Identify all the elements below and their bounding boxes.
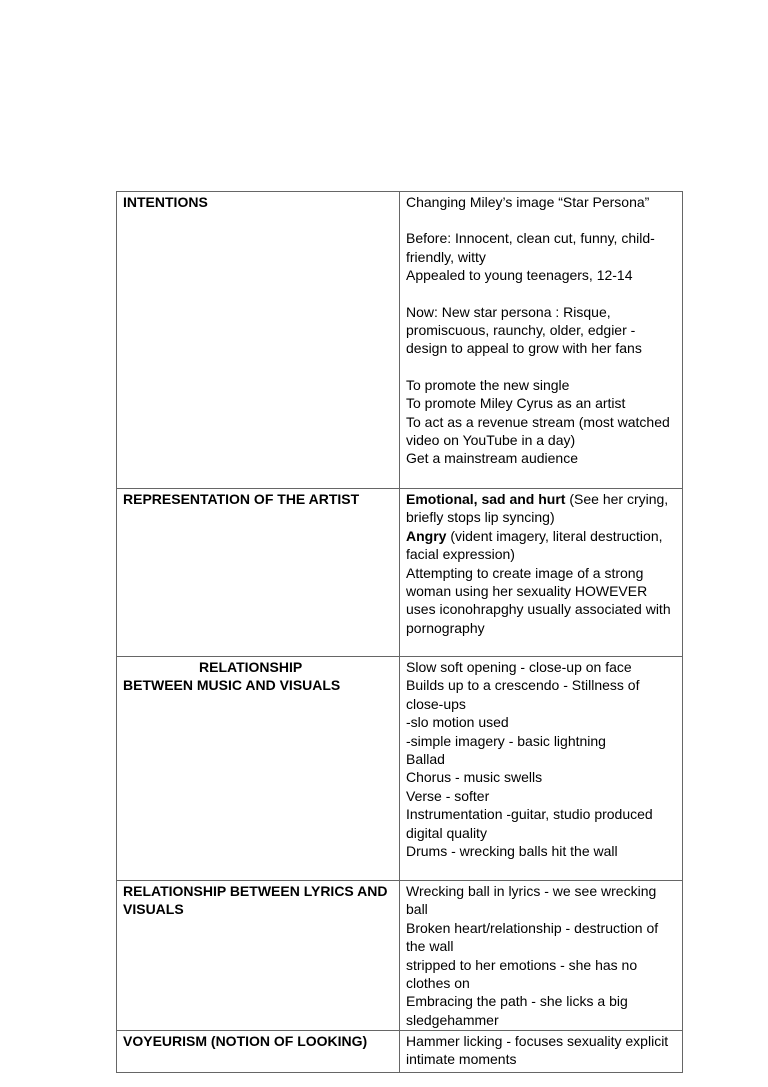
- row-content-cell: [400, 192, 683, 489]
- row-content-cell: [400, 657, 683, 881]
- plain-text: Attempting to create image of a strong woman using her sexuality HOWEVER uses iconohrapghy usually associated with pornography: [406, 564, 671, 636]
- text-line: Embracing the path - she licks a big sledgehammer: [406, 993, 628, 1028]
- paragraph: [406, 193, 676, 211]
- text-line: -simple imagery - basic lightning: [406, 732, 606, 749]
- row-heading-cell: [117, 657, 400, 881]
- row-heading: [123, 658, 393, 695]
- row-heading: VOYEURISM (NOTION OF LOOKING): [123, 1033, 368, 1049]
- text-line: Chorus - music swells: [406, 769, 543, 786]
- table-row: [117, 881, 683, 1031]
- paragraph: [406, 376, 676, 468]
- text-line: To act as a revenue stream (most watched video on YouTube in a day): [406, 413, 670, 449]
- text-line: To promote Miley Cyrus as an artist: [406, 395, 626, 412]
- bold-text: Emotional, sad and hurt: [406, 491, 566, 507]
- row-heading-line: RELATIONSHIP: [199, 659, 303, 675]
- table-row: [117, 489, 683, 657]
- row-heading-cell: [117, 489, 400, 657]
- table-row: [117, 1031, 683, 1073]
- text-line: Before: Innocent, clean cut, funny, child-friendly, witty: [406, 230, 655, 265]
- text-line: Ballad: [406, 751, 445, 768]
- row-content-cell: [400, 1031, 683, 1073]
- text-line: Drums - wrecking balls hit the wall: [406, 843, 618, 860]
- row-heading: REPRESENTATION OF THE ARTIST: [123, 491, 360, 507]
- text-line: Appealed to young teenagers, 12-14: [406, 267, 633, 284]
- text-line: Hammer licking - focuses sexuality explicit intimate moments: [406, 1033, 669, 1068]
- text-line: Slow soft opening - close-up on face: [406, 659, 632, 675]
- bold-text: Angry: [406, 527, 447, 544]
- row-heading: RELATIONSHIP BETWEEN LYRICS AND VISUALS: [123, 883, 388, 918]
- text-line: Instrumentation -guitar, studio produced digital quality: [406, 806, 653, 841]
- table-row: [117, 192, 683, 489]
- row-content-cell: [400, 881, 683, 1031]
- text-line: Now: New star persona : Risque, promiscuous, raunchy, older, edgier - design to appeal to grow with her fans: [406, 303, 642, 357]
- paragraph: [406, 303, 676, 358]
- table-row: [117, 657, 683, 881]
- paragraph: [406, 229, 676, 284]
- text-line: -slo motion used: [406, 714, 509, 731]
- text-line: Broken heart/relationship - destruction of the wall: [406, 919, 659, 955]
- text-line: [406, 490, 676, 527]
- text-line: [406, 564, 676, 638]
- text-line: stripped to her emotions - she has no clothes on: [406, 956, 638, 992]
- row-heading-cell: [117, 1031, 400, 1073]
- text-line: Wrecking ball in lyrics - we see wrecking ball: [406, 883, 657, 918]
- text-line: [406, 527, 676, 564]
- plain-text: (See her crying, briefly stops lip syncing): [406, 491, 669, 526]
- row-heading: INTENTIONS: [123, 194, 208, 210]
- text-line: Changing Miley’s image “Star Persona”: [406, 194, 650, 210]
- plain-text: (vident imagery, literal destruction, facial expression): [406, 527, 663, 563]
- text-line: To promote the new single: [406, 376, 570, 393]
- analysis-table: [116, 191, 683, 1073]
- row-heading-cell: [117, 192, 400, 489]
- text-line: Builds up to a crescendo - Stillness of close-ups: [406, 677, 640, 712]
- row-heading-cell: [117, 881, 400, 1031]
- row-content-cell: [400, 489, 683, 657]
- text-line: Verse - softer: [406, 787, 490, 804]
- text-line: Get a mainstream audience: [406, 450, 578, 467]
- row-heading-line: BETWEEN MUSIC AND VISUALS: [123, 677, 341, 694]
